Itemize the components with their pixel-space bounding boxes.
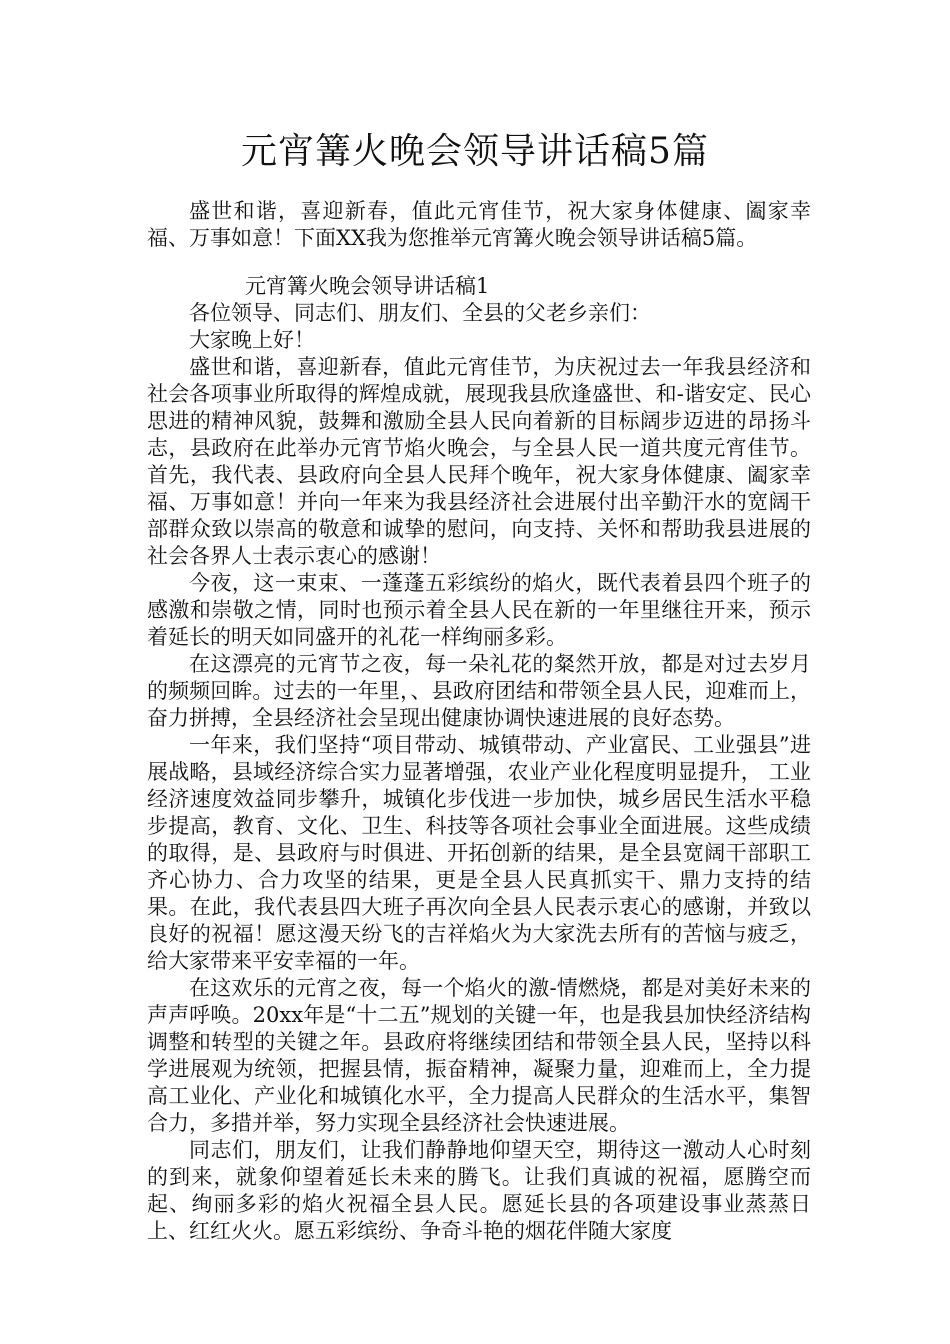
- body-paragraph: 今夜，这一束束、一蓬蓬五彩缤纷的焰火，既代表着县四个班子的感激和崇敬之情，同时也预示着全县人民在新的一年里继往开来，预示着延长的明天如同盛开的礼花一样绚丽多彩。: [147, 571, 811, 649]
- salutation: 各位领导、同志们、朋友们、全县的父老乡亲们：: [189, 301, 651, 325]
- body-paragraph: 同志们，朋友们，让我们静静地仰望天空，期待这一激动人心时刻的到来，就象仰望着延长未来的腾飞。让我们真诚的祝福，愿腾空而起、绚丽多彩的焰火祝福全县人民。愿延长县的各项建设事业蒸蒸日上、红红火火。愿五彩缤纷、争奇斗艳的烟花伴随大家度: [147, 1138, 811, 1243]
- section-heading: 元宵篝火晚会领导讲话稿1: [245, 274, 490, 298]
- body-paragraph: 在这漂亮的元宵节之夜，每一朵礼花的粲然开放，都是对过去岁月的频频回眸。过去的一年里，、县政府团结和带领全县人民，迎难而上，奋力拼搏，全县经济社会呈现出健康协调快速进展的良好态势。: [147, 652, 811, 730]
- greeting: 大家晚上好！: [189, 328, 315, 352]
- body-paragraph: 盛世和谐，喜迎新春，值此元宵佳节，为庆祝过去一年我县经济和社会各项事业所取得的辉煌成就，展现我县欣逢盛世、和-谐安定、民心思进的精神风貌，鼓舞和激励全县人民向着新的目标阔步迈进的昂扬斗志，县政府在此举办元宵节焰火晚会，与全县人民一道共度元宵佳节。首先，我代表、县政府向全县人民拜个晚年，祝大家身体健康、阖家幸福、万事如意！并向一年来为我县经济社会进展付出辛勤汗水的宽阔干部群众致以崇高的敬意和诚挚的慰问，向支持、关怀和帮助我县进展的社会各界人士表示衷心的感谢！: [147, 355, 811, 568]
- document-title: 元宵篝火晚会领导讲话稿5篇: [241, 131, 709, 172]
- body-paragraph: 一年来，我们坚持“项目带动、城镇带动、产业富民、工业强县”进展战略，县域经济综合实力显著增强，农业产业化程度明显提升， 工业经济速度效益同步攀升，城镇化步伐进一步加快，城乡居民生活水平稳步提高，教育、文化、卫生、科技等各项社会事业全面进展。这些成绩的取得，是、县政府与时俱进、开拓创新的结果，是全县宽阔干部职工齐心协力、合力攻坚的结果，更是全县人民真抓实干、鼎力支持的结果。在此，我代表县四大班子再次向全县人民表示衷心的感谢，并致以良好的祝福！愿这漫天纷飞的吉祥焰火为大家洗去所有的苦恼与疲乏，给大家带来平安幸福的一年。: [147, 733, 811, 973]
- body-paragraph: 在这欢乐的元宵之夜，每一个焰火的激-情燃烧，都是对美好未来的声声呼唤。20xx年是“十二五”规划的关键一年，也是我县加快经济结构调整和转型的关键之年。县政府将继续团结和带领全县人民，坚持以科学进展观为统领，把握县情，振奋精神，凝聚力量，迎难而上，全力提高工业化、产业化和城镇化水平，全力提高人民群众的生活水平，集智合力，多措并举，努力实现全县经济社会快速进展。: [147, 976, 811, 1135]
- intro-paragraph: 盛世和谐，喜迎新春，值此元宵佳节，祝大家身体健康、阖家幸福、万事如意！下面XX我为您推举元宵篝火晚会领导讲话稿5篇。: [147, 199, 811, 250]
- document-body: [147, 198, 811, 1245]
